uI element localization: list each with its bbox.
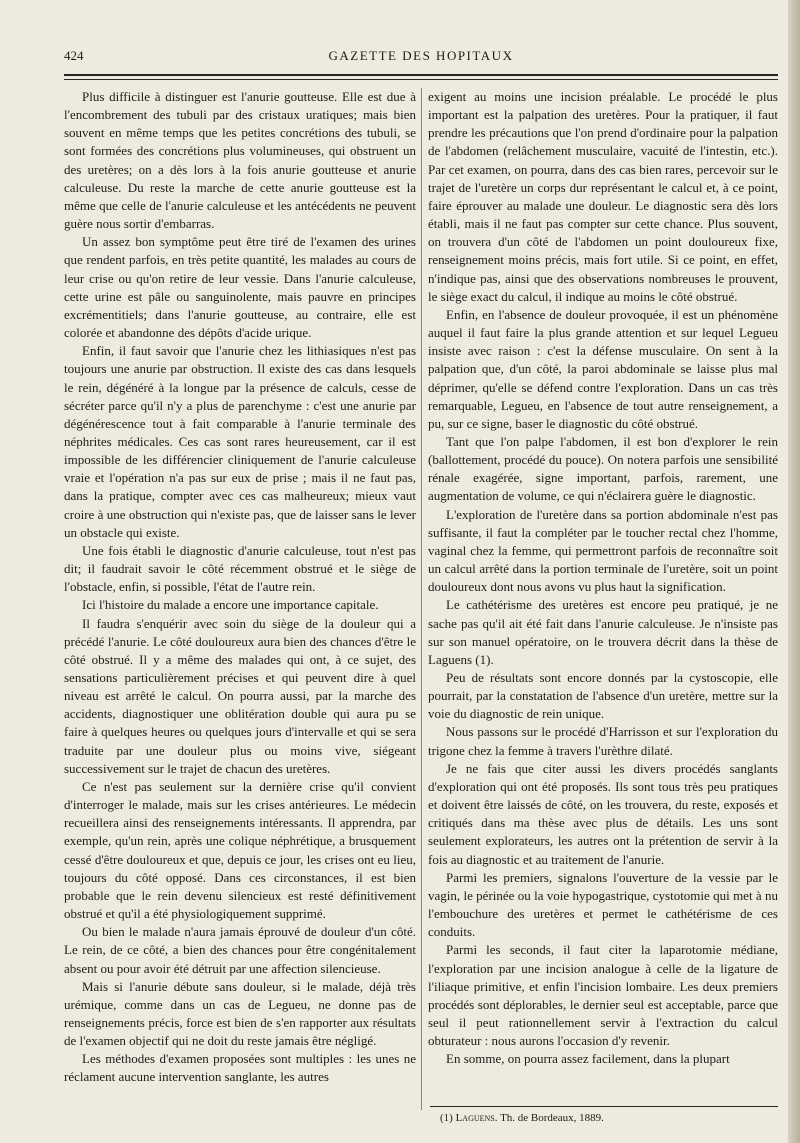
page-number: 424 — [64, 48, 84, 63]
footnote-text: Th. de Bordeaux, 1889. — [500, 1112, 604, 1124]
paragraph: Les méthodes d'examen proposées sont multiples : les unes ne réclament aucune intervention sanglante, les autres — [64, 1051, 416, 1085]
page-spine — [788, 0, 800, 1143]
paragraph: exigent au moins une incision préalable. Le procédé le plus important est la palpation des uretères. Pour la pratiquer, il faut prendre les précautions que l'on prend d'ordinaire pour la palpation de l'abdomen (relâchement musculaire, vacuité de l'intestin, etc.). Par cet examen, on pourra, dans des cas bien rares, percevoir sur le trajet de l'uretère un corps dur représentant le calcul et, à ce point, faire éprouver au malade une douleur. Le diagnostic sera dès lors établi, mais il ne faut pas compter sur cette chance. Plus souvent, on trouvera d'un côté de l'abdomen un point douloureux fixe, renseignement moins précis, mais fort utile. Si ce point, en effet, n'indique pas, ainsi que des observations nombreuses le prouvent, le siège exact du calcul, il indique au moins le côté obstrué. — [428, 89, 778, 304]
right-column — [428, 88, 778, 1068]
footnote-rule — [430, 1106, 778, 1107]
paragraph: Ici l'histoire du malade a encore une importance capitale. — [82, 597, 379, 613]
column-divider — [421, 88, 422, 1110]
header-rule-thick — [64, 74, 778, 76]
paragraph: Enfin, il faut savoir que l'anurie chez les lithiasiques n'est pas toujours une anurie par obstruction. Il existe des cas dans lesquels le rein, dégénéré à la longue par la présence de calculs, cesse de sécréter parce qu'il n'y a plus de parenchyme : c'est une anurie par dégénérescence tout à fait comparable à l'anurie terminale des néphrites médicales. Ces cas sont rares heureusement, car il est impossible de les différencier cliniquement de l'anurie calculeuse vraie et l'opération n'a pas sur eux de prise ; mais il ne faut pas, dans la pratique, compter avec ces cas malheureux; mieux vaut croire à une obstruction qui n'existe pas, que de laisser sans le lever un obstacle qui existe. — [64, 343, 416, 540]
paragraph: Parmi les premiers, signalons l'ouverture de la vessie par le vagin, le périnée ou la voie hypogastrique, cystotomie qui met à nu l'embouchure des uretères et permet le cathétérisme de ces conduits. — [428, 869, 778, 940]
paragraph: Tant que l'on palpe l'abdomen, il est bon d'explorer le rein (ballottement, procédé du pouce). On notera parfois une sensibilité rénale exagérée, signe important, parfois, rarement, une augmentation de volume, ce qui n'éclairera guère le diagnostic. — [428, 433, 778, 504]
paragraph: En somme, on pourra assez facilement, dans la plupart — [446, 1051, 730, 1067]
page-header — [64, 48, 778, 70]
paragraph: Une fois établi le diagnostic d'anurie calculeuse, tout n'est pas dit; il faudrait savoir le côté récemment obstrué et le siège de l'obstacle, enfin, si possible, l'état de l'autre rein. — [64, 542, 416, 595]
paragraph: Le cathétérisme des uretères est encore peu pratiqué, je ne sache pas qu'il ait été fait dans l'anurie calculeuse. Je n'insiste pas sur son manuel opératoire, on le trouvera décrit dans la thèse de Laguens (1). — [428, 597, 778, 667]
paragraph: L'exploration de l'uretère dans sa portion abdominale n'est pas suffisante, il faut la compléter par le toucher rectal chez l'homme, vaginal chez la femme, qui permettront parfois de reconnaître soit un calcul arrêté dans la portion terminale de l'uretère, soit un point douloureux dont nous avons vu plus haut la signification. — [428, 506, 778, 595]
paragraph: Je ne fais que citer aussi les divers procédés sanglants d'exploration qui ont été proposés. Ils sont tous très peu pratiques et doivent être laissés de côté, on les trouvera, du reste, exposés et critiqués dans ma thèse avec plus de détails. Les uns sont seulement explorateurs, les autres ont la prétention de servir à la fois au diagnostic et au traitement de l'anurie. — [428, 760, 778, 867]
paragraph: Il faudra s'enquérir avec soin du siège de la douleur qui a précédé l'anurie. Le côté douloureux aura bien des chances d'être le côté obstrué. Il y a même des malades qui ont, à ce sujet, des sensations particulièrement précises et qui peuvent dire à quel niveau est arrêté le calcul. On pourra aussi, par la marche des accidents, diagnostiquer une oblitération double qui aura pu se faire à quelques heures ou quelques jours d'intervalle et qui se sera traduite par une douleur plus ou moins vive, siégeant successivement sur le trajet de chacun des uretères. — [64, 615, 416, 776]
paragraph: Mais si l'anurie débute sans douleur, si le malade, déjà très urémique, comme dans un cas de Legueu, ne donne pas de renseignements précis, force est bien de s'en rapporter aux résultats de l'examen objectif qui ne doit du reste jamais être négligé. — [64, 978, 416, 1049]
paragraph: Ce n'est pas seulement sur la dernière crise qu'il convient d'interroger le malade, mais sur les crises antérieures. Le médecin recueillera ainsi des renseignements intéressants. Il apprendra, par exemple, qu'un rein, après une colique néphrétique, a brusquement cessé d'être douloureux et que, depuis ce jour, les crises ont eu lieu, toujours du côté opposé. Dans ces circonstances, il est bien probable que le rein devenu silencieux est resté définitivement obstrué et qu'il a été physiologiquement supprimé. — [64, 778, 416, 922]
running-title: GAZETTE DES HOPITAUX — [328, 48, 514, 63]
paragraph: Parmi les seconds, il faut citer la laparotomie médiane, l'exploration par une incision analogue à celle de la ligature de l'iliaque primitive, et enfin l'incision lombaire. Les deux premiers procédés sont déplorables, le dernier seul est acceptable, parce que seul il peut rationnellement servir à l'extraction du calcul obturateur : nous aurons l'occasion d'y revenir. — [428, 942, 778, 1049]
paragraph: Enfin, en l'absence de douleur provoquée, il est un phénomène auquel il faut faire la plus grande attention et sur lequel Legueu insiste avec raison : c'est la défense musculaire. On sent à la palpation que, d'un côté, la paroi abdominale se laisse plus mal déprimer, qu'elle se défend contre l'exploration. Dans un cas très remarquable, Legueu, en l'absence de tout autre renseignement, a pu, sur ce signe, baser le diagnostic du côté obstrué. — [428, 306, 778, 431]
paragraph: Un assez bon symptôme peut être tiré de l'examen des urines que rendent parfois, en très petite quantité, les malades au cours de leur crise ou qu'on retire de leur vessie. Dans l'anurie calculeuse, cette urine est pâle ou sanguinolente, mais pauvre en principes excrémentitiels; dans l'anurie goutteuse, au contraire, elle est colorée et abandonne des dépôts d'acide urique. — [64, 234, 416, 341]
left-column — [64, 88, 416, 1087]
paragraph: Plus difficile à distinguer est l'anurie goutteuse. Elle est due à l'encombrement des tubuli par des cristaux uratiques; mais bien souvent en même temps que les petites concrétions des tubuli, se sont formées des concrétions plus volumineuses, qui obstruent un des uretères; on a dès lors à la fois anurie goutteuse et anurie calculeuse. Du reste la marche de cette anurie goutteuse est la même que celle de l'anurie calculeuse et les antécédents ne peuvent guère nous sortir d'embarras. — [64, 89, 416, 232]
footnote — [440, 1112, 770, 1124]
paragraph: Nous passons sur le procédé d'Harrisson et sur l'exploration du trigone chez la femme à travers l'urèthre dilaté. — [428, 724, 778, 758]
paragraph: Peu de résultats sont encore donnés par la cystoscopie, elle pourrait, par la constatation de l'absence d'un uretère, mettre sur la voie du diagnostic de rein unique. — [428, 670, 778, 722]
header-rule-thin — [64, 79, 778, 80]
footnote-marker: (1) — [440, 1112, 453, 1124]
footnote-author: Laguens. — [455, 1112, 498, 1124]
paragraph: Ou bien le malade n'aura jamais éprouvé de douleur d'un côté. Le rein, de ce côté, a bien des chances pour être congénitalement absent ou pour avoir été détruit par une affection silencieuse. — [64, 924, 416, 976]
